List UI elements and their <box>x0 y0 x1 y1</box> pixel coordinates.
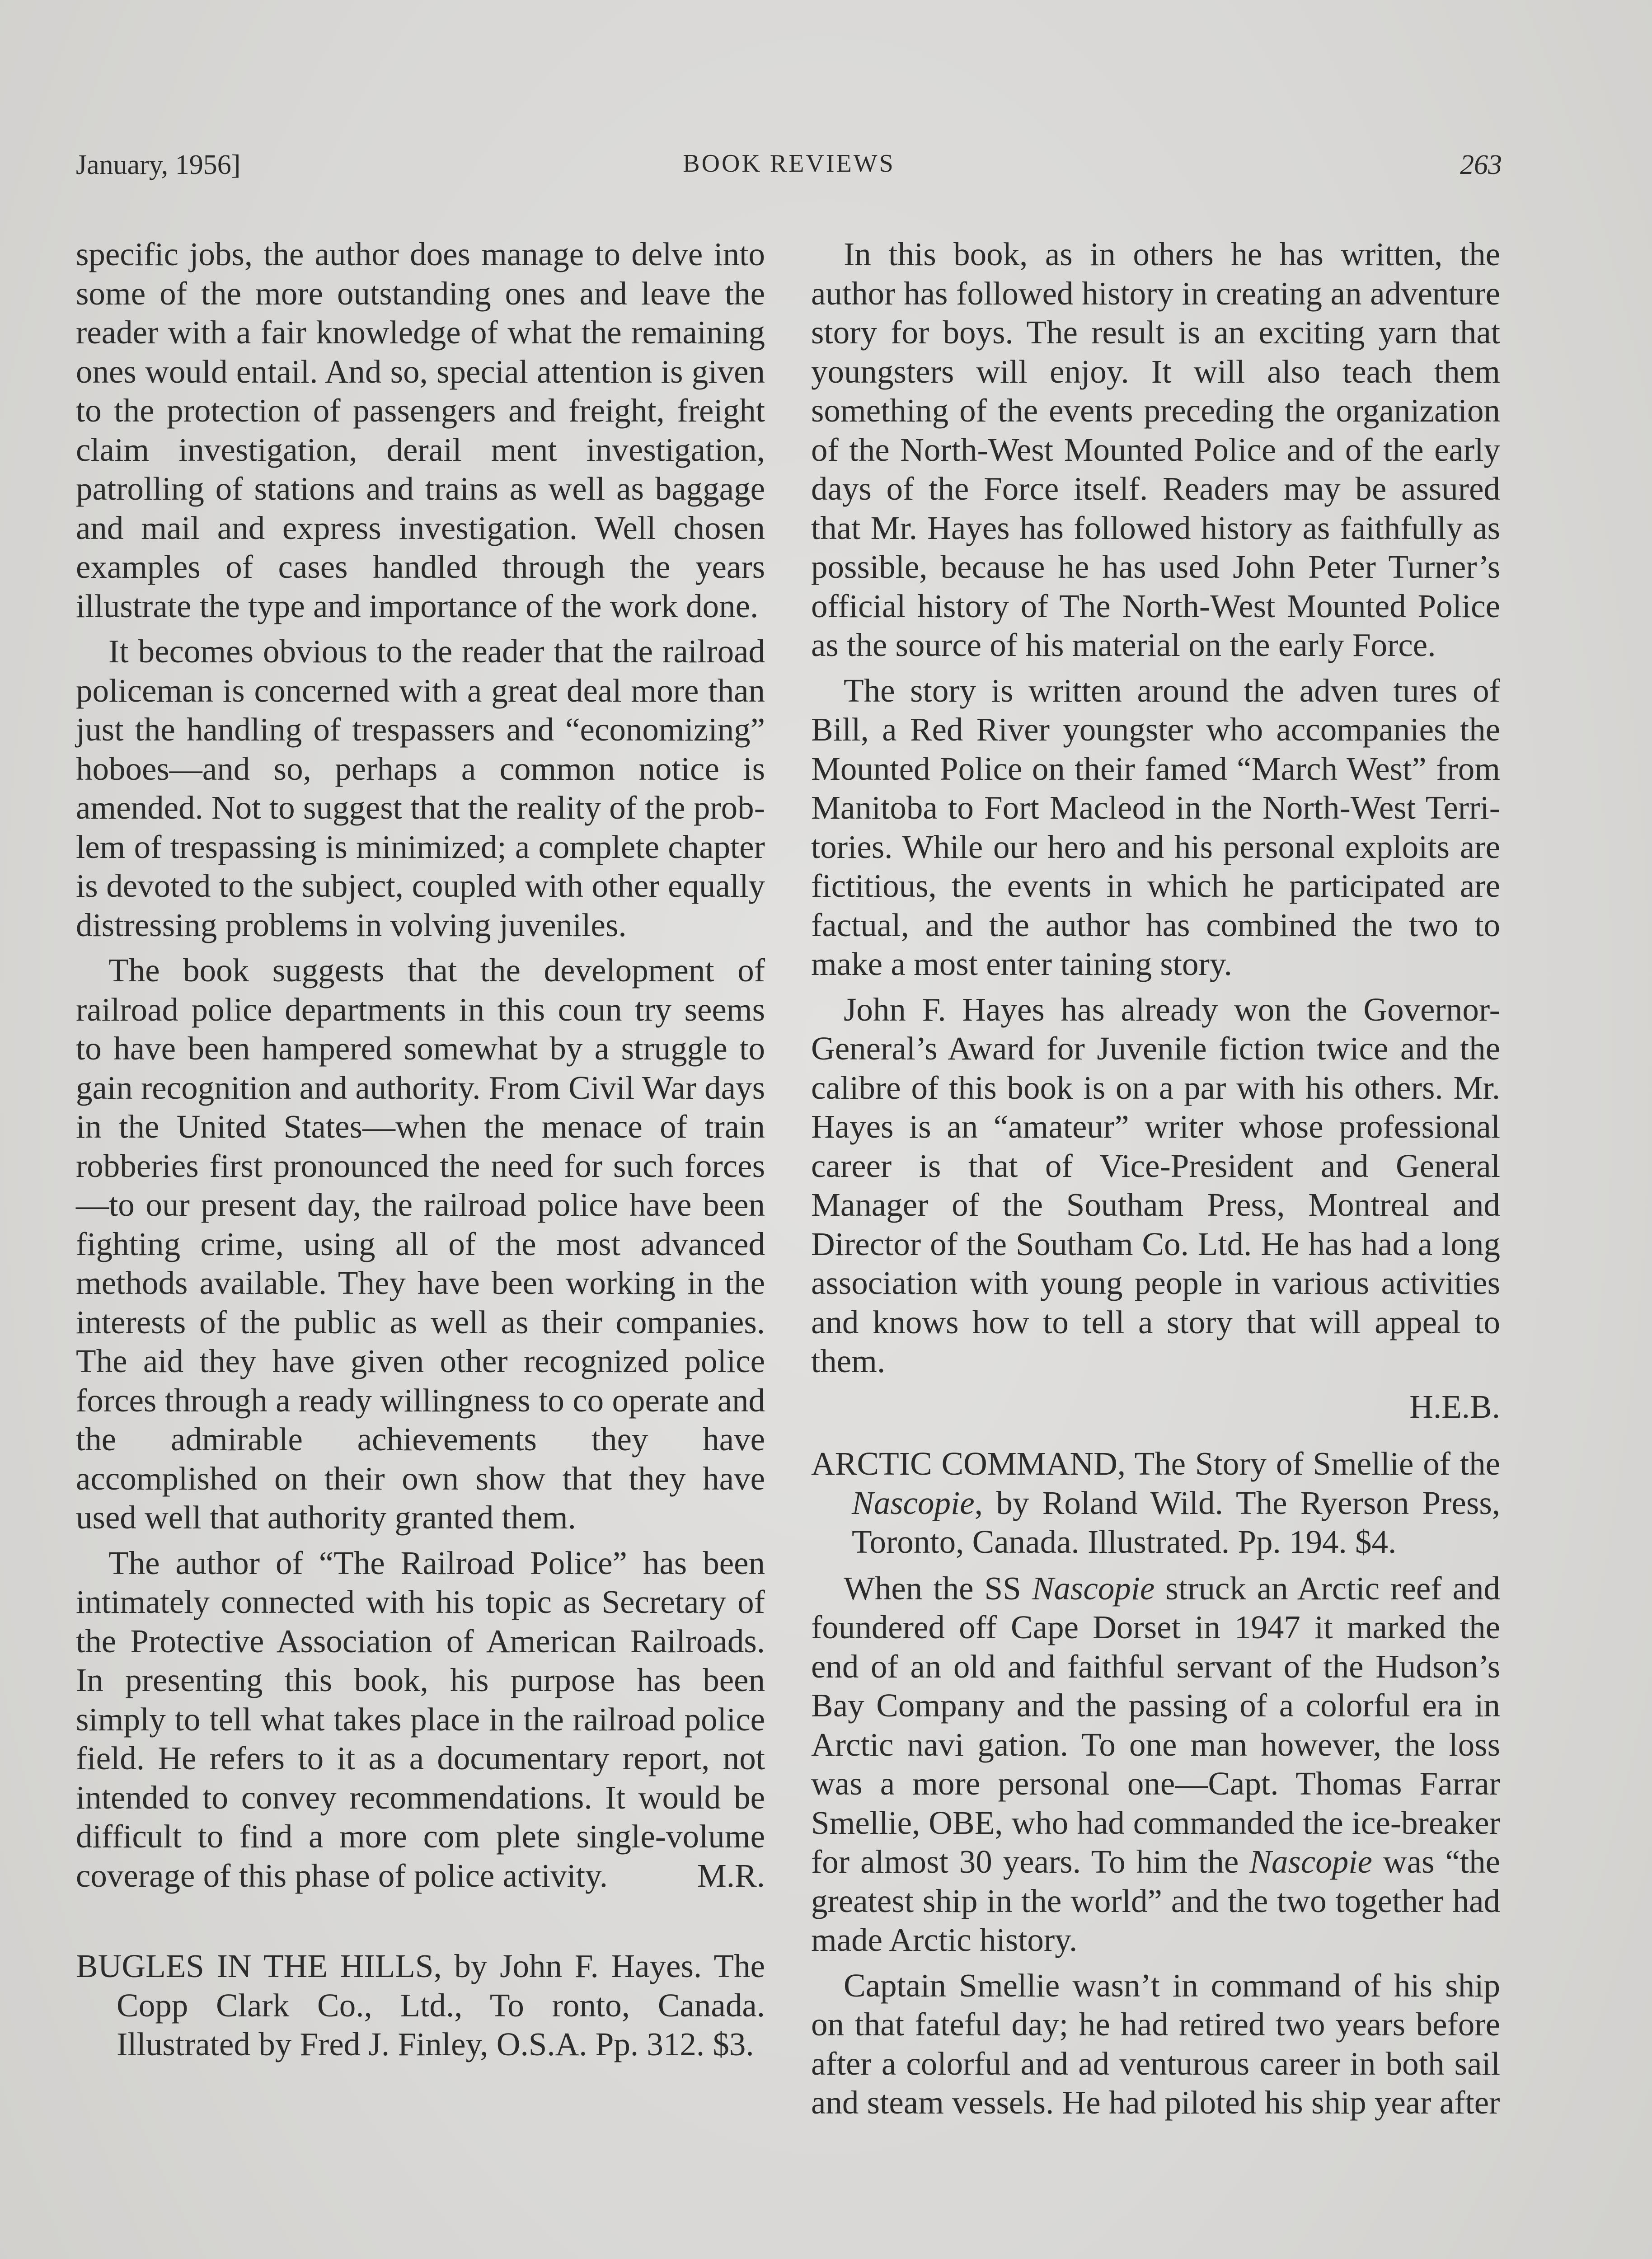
page-number: 263 <box>1460 150 1502 180</box>
section-spacer <box>76 1902 765 1929</box>
arctic-p1-part-a: When the SS <box>844 1570 1032 1607</box>
running-head <box>76 149 1502 190</box>
railroad-review-paragraph-4 <box>76 1544 765 1896</box>
right-column <box>811 235 1500 2129</box>
arctic-p1-ship-name-1: Nascopie <box>1032 1570 1155 1607</box>
railroad-review-paragraph-3: The book suggests that the development of railroad police departments in this coun try seems to have been hampered somewhat by a struggle to gain recognition and authority. From Civil War days in the United States—when the menace of train robberies first pronounced the need for such forces—to our present day, the railroad police have been fighting crime, using all of the most advanced methods available. They have been working in the interests of the public as well as their companies. The aid they have given other recognized police forces through a ready willingness to co operate and the admirable achievements they have accomplished on their own show that they have used well that authority granted them. <box>76 952 765 1536</box>
arctic-heading-part-1: ARCTIC COMMAND, The Story of Smellie of the <box>811 1445 1500 1482</box>
railroad-review-paragraph-4-text: The author of “The Railroad Police” has been intimately connected with his topic as Secretary of the Protective Association of American Railroads. In presenting this book, his purpose has been simply to tell what takes place in the railroad police field. He refers to it as a documentary report, not intended to convey recommendations. It would be difficult to find a more com plete single-volume coverage of this phase of police activity. <box>76 1544 765 1894</box>
issue-date: January, 1956] <box>76 150 241 180</box>
arctic-review-paragraph-2: Captain Smellie wasn’t in command of his ship on that fateful day; he had retired two years before after a colorful and ad venturous career in both sail and steam vessels. He had piloted his ship year after <box>811 1967 1500 2121</box>
bugles-review-paragraph-3: John F. Hayes has already won the Governor-General’s Award for Juvenile fiction twice and the calibre of this book is on a par with his others. Mr. Hayes is an “amateur” writer whose professional career is that of Vice-President and General Manager of the Southam Press, Montreal and Director of the Southam Co. Ltd. He has had a long association with young people in various activities and knows how to tell a story that will appeal to them. <box>811 991 1500 1379</box>
book-heading-bugles-in-the-hills: BUGLES IN THE HILLS, by John F. Hayes. The Copp Clark Co., Ltd., To ronto, Canada. Illustrated by Fred J. Finley, O.S.A. Pp. 312. $3. <box>76 1948 765 2062</box>
arctic-review-paragraph-1 <box>811 1569 1500 1960</box>
bugles-review-paragraph-2: The story is written around the adven tures of Bill, a Red River youngster who accompanies the Mounted Police on their famed “March West” from Manitoba to Fort Macleod in the North-West Terri tories. While our hero and his personal exploits are fictitious, the events in which he participated are factual, and the author has combined the two to make a most enter taining story. <box>811 672 1500 982</box>
bugles-review-paragraph-1: In this book, as in others he has written, the author has followed history in creating an adventure story for boys. The result is an exciting yarn that youngsters will enjoy. It will also teach them something of the events preceding the organization of the North-West Mounted Police and of the early days of the Force itself. Readers may be assured that Mr. Hayes has followed history as faithfully as possible, because he has used John Peter Turner’s official history of The North-West Mounted Police as the source of his material on the early Force. <box>811 236 1500 663</box>
arctic-heading-ship-name: Nascopie <box>852 1484 975 1521</box>
reviewer-signature-mr: M.R. <box>697 1857 765 1894</box>
arctic-p1-part-c: was “the greatest ship in the world” and the two together had made Arctic history. <box>811 1843 1500 1958</box>
railroad-review-paragraph-2: It becomes obvious to the reader that the railroad policeman is concerned with a great deal more than just the handling of trespassers and “economizing” hoboes—and so, perhaps a common notice is amended. Not to suggest that the reality of the prob lem of trespassing is minimized; a complete chapter is devoted to the subject, coupled with other equally distressing problems in volving juveniles. <box>76 633 765 943</box>
arctic-p1-ship-name-2: Nascopie <box>1249 1843 1372 1880</box>
railroad-review-paragraph-1: specific jobs, the author does manage to delve into some of the more outstanding ones and leave the reader with a fair knowledge of what the remaining ones would entail. And so, special attention is given to the protection of passengers and freight, freight claim investigation, derail ment investigation, patrolling of stations and trains as well as baggage and mail and express investigation. Well chosen examples of cases handled through the years illustrate the type and importance of the work done. <box>76 236 765 624</box>
reviewer-signature-heb: H.E.B. <box>1409 1388 1500 1425</box>
arctic-p1-part-b: struck an Arctic reef and foundered off Cape Dorset in 1947 it marked the end of an old and faithful servant of the Hudson’s Bay Company and the passing of a colorful era in Arctic navi gation. To one man however, the loss was a more personal one—Capt. Thomas Farrar Smellie, OBE, who had commanded the ice-breaker for almost 30 years. To him the <box>811 1570 1500 1880</box>
book-heading-arctic-command <box>811 1444 1500 1562</box>
arctic-heading-part-2: , by Roland Wild. The Ryerson Press, Toronto, Canada. Illustrated. Pp. 194. $4. <box>852 1484 1500 1560</box>
left-column <box>76 235 765 2072</box>
section-title: BOOK REVIEWS <box>683 150 895 178</box>
